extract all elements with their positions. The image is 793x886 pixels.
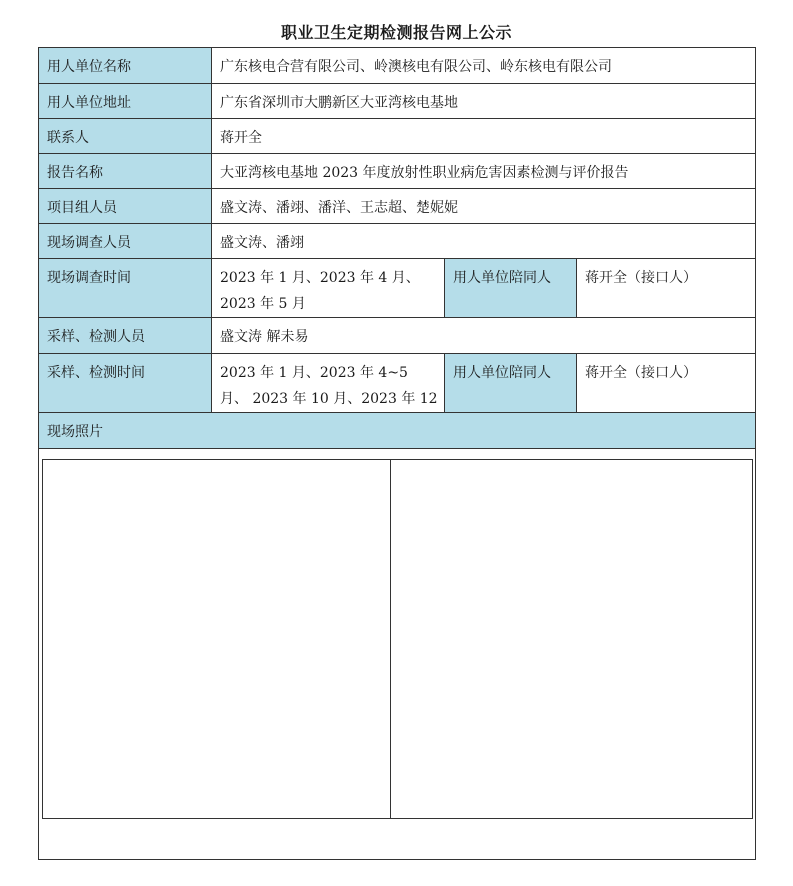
sampling-companion-value: 蒋开全（接口人） [577, 354, 755, 413]
survey-staff-label: 现场调查人员 [39, 224, 212, 259]
employer-address-label: 用人单位地址 [39, 84, 212, 119]
contact-label: 联系人 [39, 119, 212, 154]
sampling-time-label: 采样、检测时间 [39, 354, 212, 413]
employer-name-label: 用人单位名称 [39, 48, 212, 84]
photo-slot-left [43, 460, 391, 818]
survey-companion-value: 蒋开全（接口人） [577, 259, 755, 318]
report-name-label: 报告名称 [39, 154, 212, 189]
photo-area [42, 459, 753, 819]
survey-time-value: 2023 年 1 月、2023 年 4 月、2023 年 5 月 [212, 259, 445, 318]
photos-label: 现场照片 [39, 413, 755, 449]
contact-value: 蒋开全 [212, 119, 755, 154]
employer-address-value: 广东省深圳市大鹏新区大亚湾核电基地 [212, 84, 755, 119]
survey-staff-value: 盛文涛、潘翊 [212, 224, 755, 259]
sampling-staff-label: 采样、检测人员 [39, 318, 212, 354]
sampling-companion-label: 用人单位陪同人 [445, 354, 577, 413]
page-title: 职业卫生定期检测报告网上公示 [280, 23, 512, 42]
sampling-time-value: 2023 年 1 月、2023 年 4~5 月、 2023 年 10 月、2023 年 12 [212, 354, 445, 413]
project-team-value: 盛文涛、潘翊、潘洋、王志超、楚妮妮 [212, 189, 755, 224]
photo-slot-right [391, 460, 752, 818]
survey-time-label: 现场调查时间 [39, 259, 212, 318]
survey-companion-label: 用人单位陪同人 [445, 259, 577, 318]
sampling-staff-value: 盛文涛 解未易 [212, 318, 755, 354]
project-team-label: 项目组人员 [39, 189, 212, 224]
report-name-value: 大亚湾核电基地 2023 年度放射性职业病危害因素检测与评价报告 [212, 154, 755, 189]
disclosure-table [38, 47, 756, 860]
employer-name-value: 广东核电合营有限公司、岭澳核电有限公司、岭东核电有限公司 [212, 48, 755, 84]
